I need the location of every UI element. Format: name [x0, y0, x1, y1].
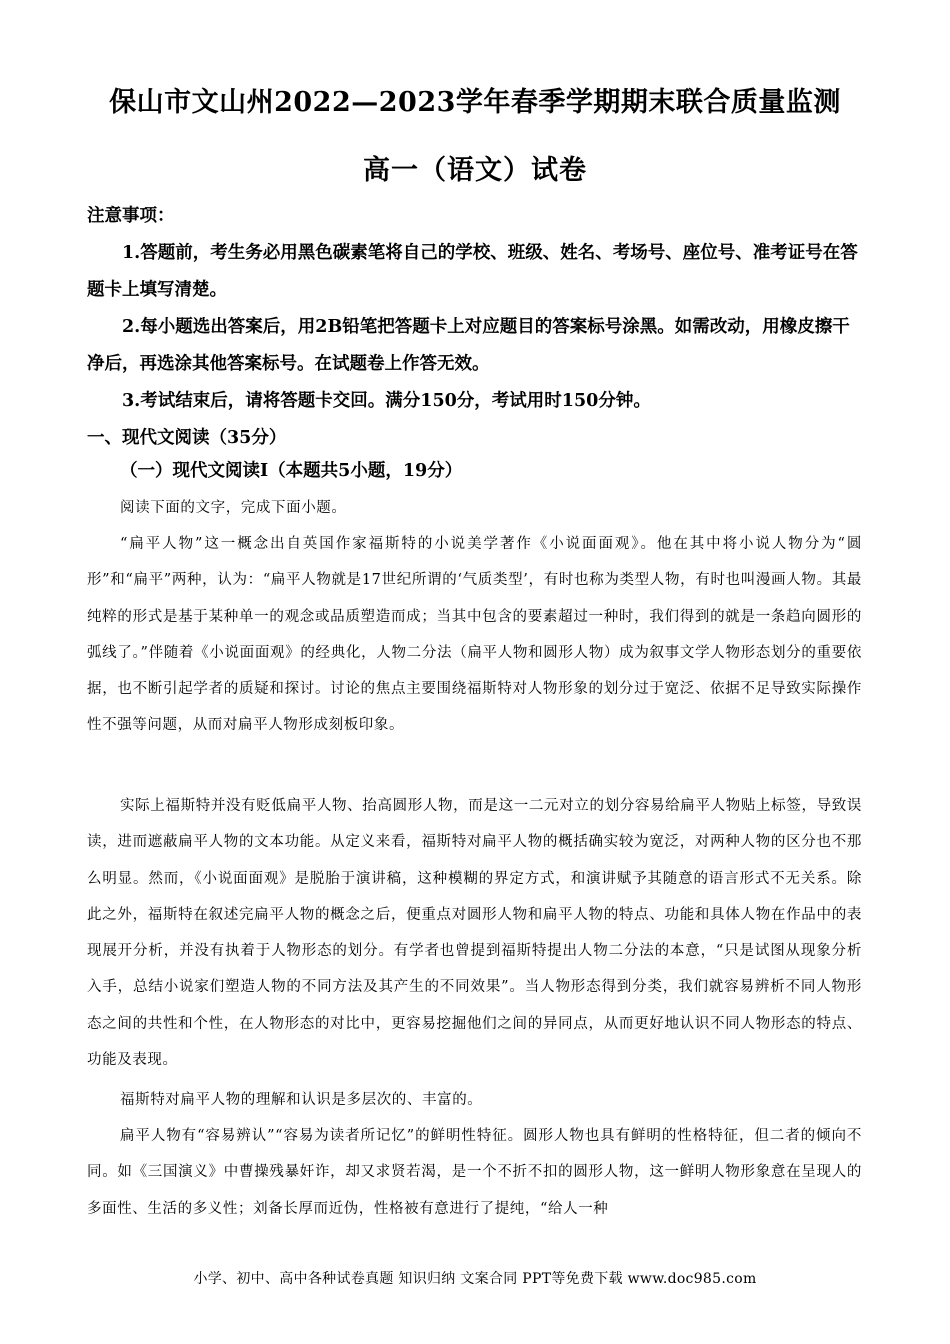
- footer-note: 小学、初中、高中各种试卷真题 知识归纳 文案合同 PPT等免费下载 www.doc985.com: [193, 1271, 757, 1287]
- passage-paragraph-1: “扁平人物”这一概念出自英国作家福斯特的小说美学著作《小说面面观》。他在其中将小说人物分为“圆形”和“扁平”两种，认为：“扁平人物就是17世纪所谓的‘气质类型’，有时也称为类型人物，有时也叫漫画人物。其最纯粹的形式是基于某种单一的观念或品质塑造而成；当其中包含的要素超过一种时，我们得到的就是一条趋向圆形的弧线了。”伴随着《小说面面观》的经典化，人物二分法（扁平人物和圆形人物）成为叙事文学人物形态划分的重要依据，也不断引起学者的质疑和探讨。讨论的焦点主要围绕福斯特对人物形象的划分过于宽泛、依据不足导致实际操作性不强等问题，从而对扁平人物形成刻板印象。: [87, 536, 862, 734]
- passage-paragraph-4: 扁平人物有“容易辨认”“容易为读者所记忆”的鲜明性特征。圆形人物也具有鲜明的性格特征，但二者的倾向不同。如《三国演义》中曹操残暴奸诈，却又求贤若渴，是一个不折不扣的圆形人物，这一鲜明人物形象意在呈现人的多面性、生活的多义性；刘备长厚而近伪，性格被有意进行了提纯，“给人一种: [87, 1128, 862, 1217]
- notice-item-1: 1.答题前，考生务必用黑色碳素笔将自己的学校、班级、姓名、考场号、座位号、准考证号在答题卡上填写清楚。: [87, 243, 858, 300]
- notice-heading: 注意事项：: [87, 206, 175, 226]
- notice-item-2: 2.每小题选出答案后，用2B铅笔把答题卡上对应题目的答案标号涂黑。如需改动，用橡皮擦干净后，再选涂其他答案标号。在试题卷上作答无效。: [87, 317, 850, 374]
- exam-title: 保山市文山州2022—2023学年春季学期期末联合质量监测: [109, 87, 841, 118]
- exam-subtitle: 高一（语文）试卷: [363, 155, 587, 186]
- notice-item-3: 3.考试结束后，请将答题卡交回。满分150分，考试用时150分钟。: [122, 391, 651, 411]
- passage-paragraph-2: 实际上福斯特并没有贬低扁平人物、抬高圆形人物，而是这一二元对立的划分容易给扁平人物贴上标签，导致误读，进而遮蔽扁平人物的文本功能。从定义来看，福斯特对扁平人物的概括确实较为宽泛，对两种人物的区分也不那么明显。然而，《小说面面观》是脱胎于演讲稿，这种模糊的界定方式，和演讲赋予其随意的语言形式不无关系。除此之外，福斯特在叙述完扁平人物的概念之后，便重点对圆形人物和扁平人物的特点、功能和具体人物在作品中的表现展开分析，并没有执着于人物形态的划分。有学者也曾提到福斯特提出人物二分法的本意，“只是试图从现象分析入手，总结小说家们塑造人物的不同方法及其产生的不同效果”。当人物形态得到分类，我们就容易辨析不同人物形态之间的共性和个性，在人物形态的对比中，更容易挖掘他们之间的异同点，从而更好地认识不同人物形态的特点、功能及表现。: [87, 798, 862, 1069]
- section-title: 一、现代文阅读（35分）: [87, 428, 287, 448]
- passage-intro: 阅读下面的文字，完成下面小题。: [120, 500, 347, 516]
- passage-paragraph-3: 福斯特对扁平人物的理解和认识是多层次的、丰富的。: [120, 1092, 483, 1108]
- subsection-title: （一）现代文阅读Ⅰ（本题共5小题，19分）: [120, 461, 463, 481]
